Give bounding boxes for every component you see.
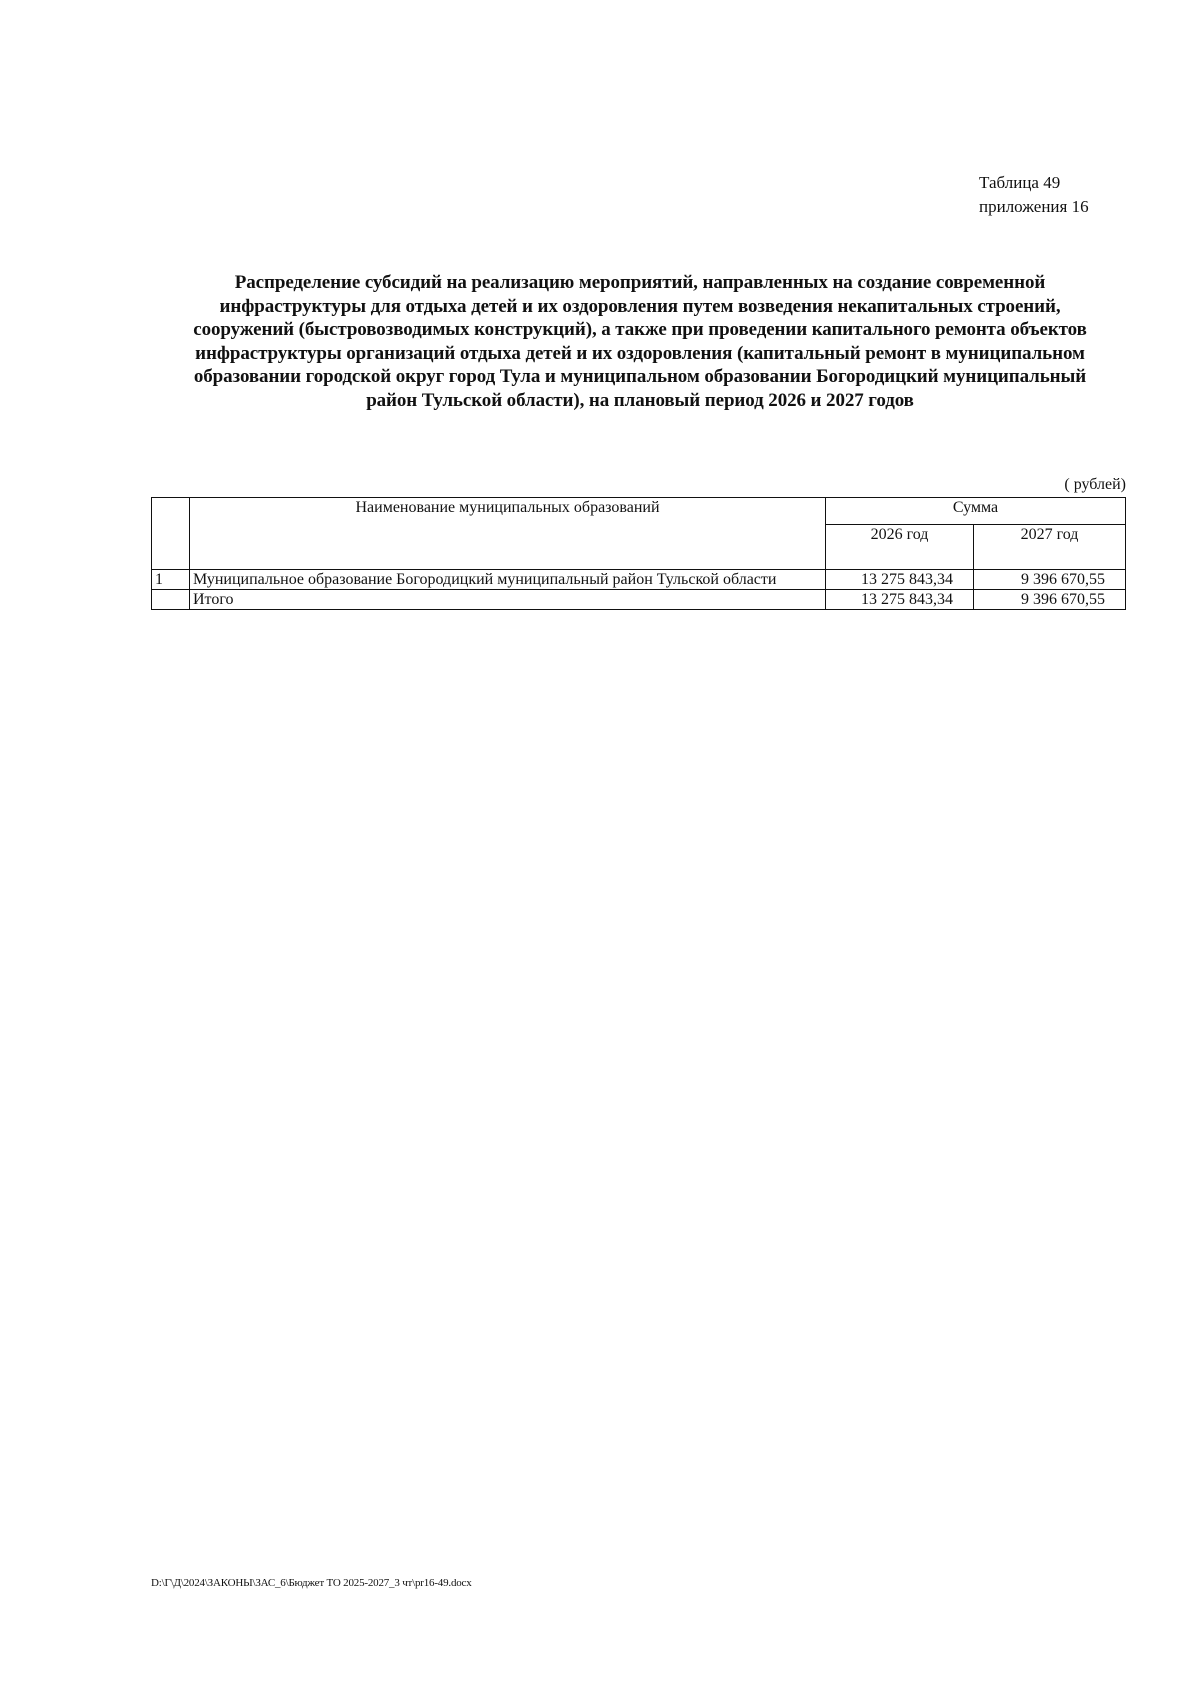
header-num-cell (152, 498, 190, 570)
header-name-cell: Наименование муниципальных образований (190, 498, 826, 570)
row-num: 1 (152, 570, 190, 590)
title-line: образовании городской округ город Тула и муниципальном образовании Богородицкий муниципальный (193, 366, 1087, 387)
total-label: Итого (190, 590, 826, 610)
row-2026: 13 275 843,34 (826, 570, 974, 590)
units-label: ( рублей) (1064, 476, 1126, 493)
appendix-label: приложения 16 (979, 197, 1089, 216)
file-path-footer: D:\Г\Д\2024\ЗАКОНЫ\ЗАС_6\Бюджет ТО 2025-2027_3 чт\pr16-49.docx (151, 1577, 472, 1589)
title-line: сооружений (быстровозводимых конструкций), а также при проведении капитального ремонта объектов (193, 319, 1087, 340)
table-reference (979, 171, 1089, 219)
total-2026: 13 275 843,34 (826, 590, 974, 610)
table-label: Таблица 49 (979, 173, 1061, 192)
subsidy-table (151, 497, 1126, 610)
title-line: район Тульской области), на плановый период 2026 и 2027 годов (366, 389, 914, 411)
table-header-row (152, 498, 1126, 525)
total-2027: 9 396 670,55 (974, 590, 1126, 610)
row-2027: 9 396 670,55 (974, 570, 1126, 590)
header-year-2027: 2027 год (974, 525, 1126, 570)
document-title (150, 271, 1130, 412)
total-num (152, 590, 190, 610)
header-sum-cell: Сумма (826, 498, 1126, 525)
row-name: Муниципальное образование Богородицкий муниципальный район Тульской области (190, 570, 826, 590)
header-year-2026: 2026 год (826, 525, 974, 570)
title-line: инфраструктуры для отдыха детей и их оздоровления путем возведения некапитальных строений, (219, 295, 1061, 317)
table-total-row (152, 590, 1126, 610)
table-row (152, 570, 1126, 590)
title-line: Распределение субсидий на реализацию мероприятий, направленных на создание современной (234, 272, 1046, 293)
title-line: инфраструктуры организаций отдыха детей и их оздоровления (капитальный ремонт в муниципальном (195, 342, 1085, 364)
